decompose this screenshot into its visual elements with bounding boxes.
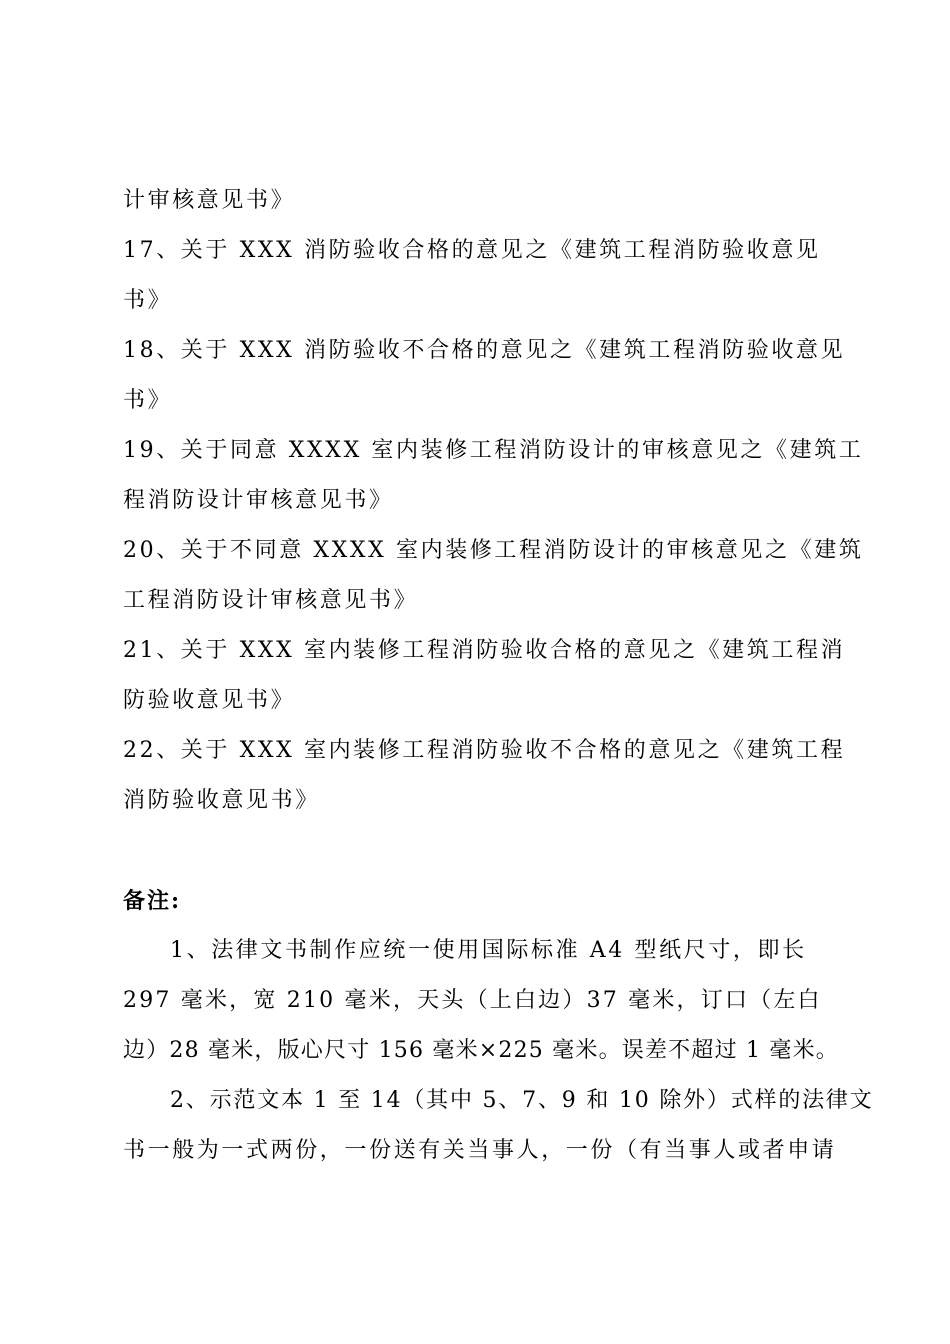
list-item-17: 17、关于 XXX 消防验收合格的意见之《建筑工程消防验收意见	[123, 238, 821, 263]
note-1-line-1: 1、法律文书制作应统一使用国际标准 A4 型纸尺寸，即长	[170, 938, 807, 963]
note-1-line-3: 边）28 毫米，版心尺寸 156 毫米×225 毫米。误差不超过 1 毫米。	[123, 1038, 839, 1063]
list-item-21: 21、关于 XXX 室内装修工程消防验收合格的意见之《建筑工程消	[123, 638, 846, 663]
list-item-19: 19、关于同意 XXXX 室内装修工程消防设计的审核意见之《建筑工	[123, 438, 864, 463]
list-item-18: 18、关于 XXX 消防验收不合格的意见之《建筑工程消防验收意见	[123, 338, 846, 363]
note-2-line-1: 2、示范文本 1 至 14（其中 5、7、9 和 10 除外）式样的法律文	[170, 1088, 874, 1113]
list-item-20-continuation: 工程消防设计审核意见书》	[123, 588, 419, 613]
list-item-21-continuation: 防验收意见书》	[123, 688, 296, 713]
note-1-line-2: 297 毫米，宽 210 毫米，天头（上白边）37 毫米，订口（左白	[123, 988, 822, 1013]
list-item-18-continuation: 书》	[123, 388, 173, 413]
notes-title: 备注:	[123, 888, 182, 914]
list-item-22: 22、关于 XXX 室内装修工程消防验收不合格的意见之《建筑工程	[123, 738, 846, 763]
list-item-continuation: 计审核意见书》	[123, 188, 296, 213]
list-item-22-continuation: 消防验收意见书》	[123, 788, 320, 813]
note-2-line-2: 书一般为一式两份，一份送有关当事人，一份（有当事人或者申请	[123, 1138, 837, 1163]
list-item-17-continuation: 书》	[123, 288, 173, 313]
list-item-20: 20、关于不同意 XXXX 室内装修工程消防设计的审核意见之《建筑	[123, 538, 864, 563]
list-item-19-continuation: 程消防设计审核意见书》	[123, 488, 394, 513]
